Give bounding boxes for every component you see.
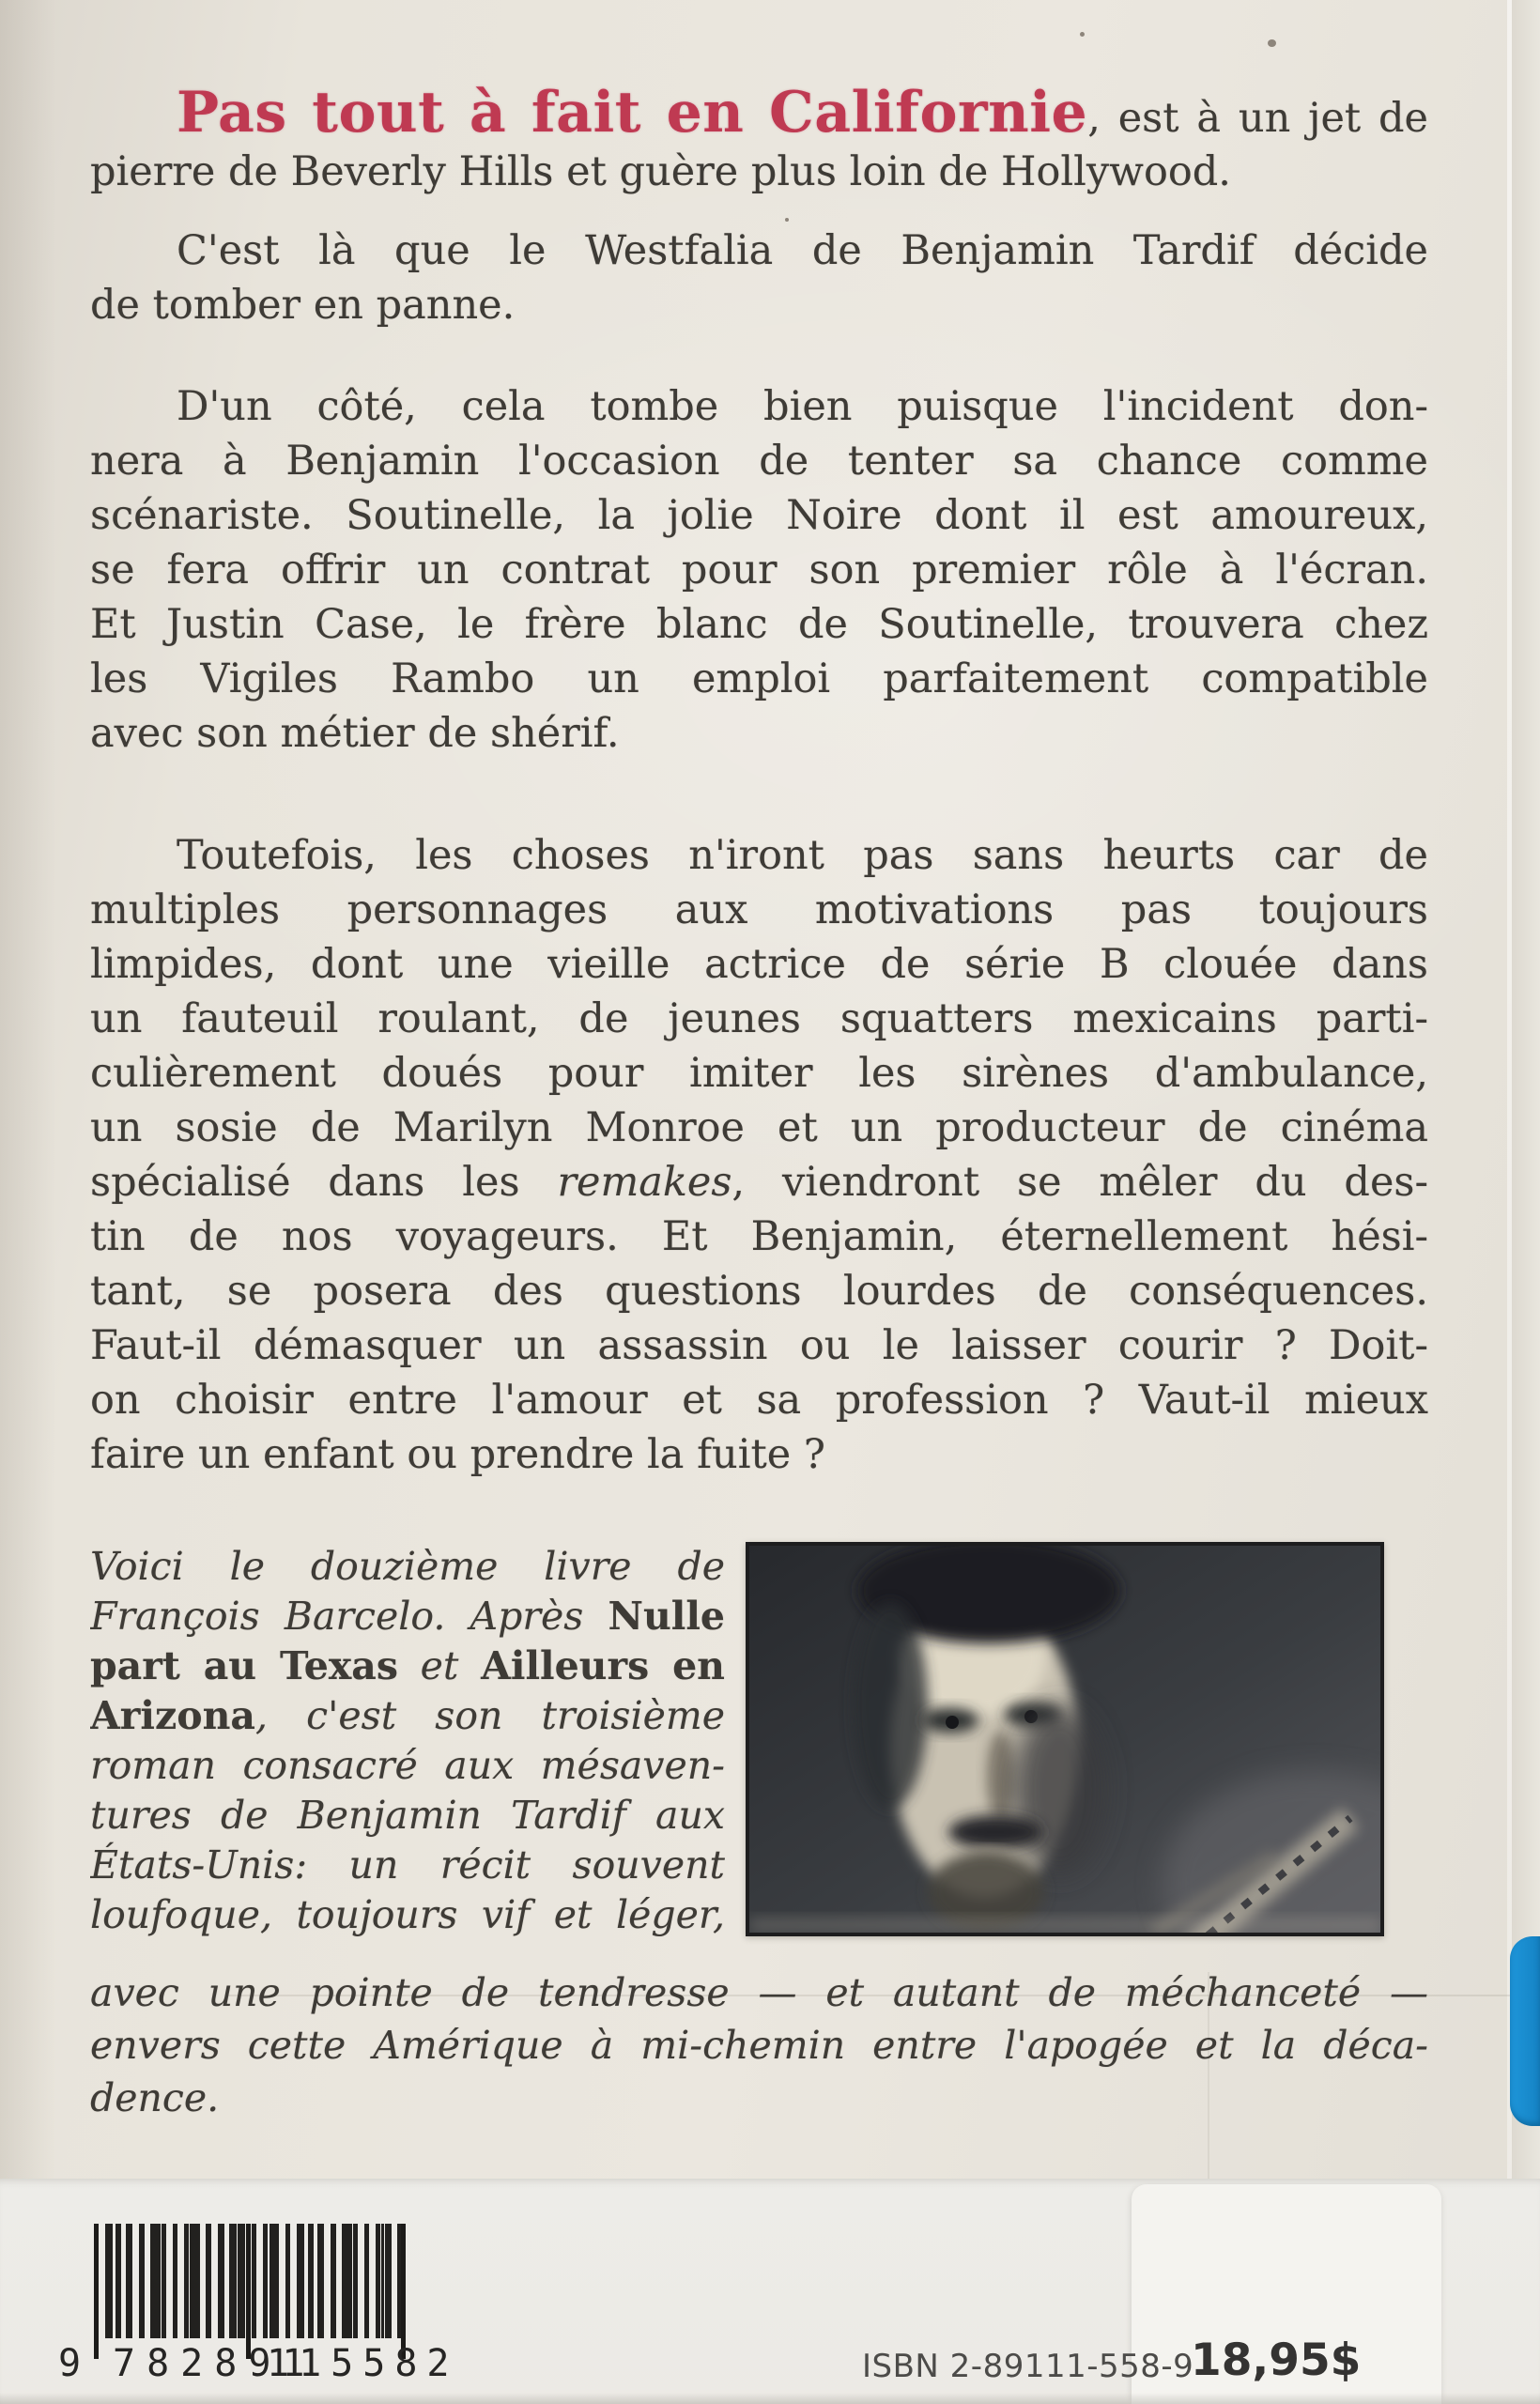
text-line [90,1318,1428,1373]
author-portrait-photo [746,1542,1384,1936]
text-line [90,145,1428,199]
text-segment: Pas tout à fait en Californie [177,83,1088,145]
footer-strip [0,2179,1540,2404]
text-line [90,1791,725,1841]
barcode-guard-bar [246,2224,251,2359]
text-segment: faire un enfant ou prendre la fuite ? [90,1431,825,1478]
text-line [90,1691,725,1741]
text-line [90,1155,1428,1210]
bottom-edge-shadow [0,2393,1540,2404]
text-segment: D'un côté, cela tombe bien puisque l'incident don- [177,383,1428,430]
text-line [90,1373,1428,1427]
barcode-guard-bar [94,2224,99,2359]
text-line [90,1427,1428,1482]
text-segment: un sosie de Marilyn Monroe et un producteur de cinéma [90,1104,1428,1151]
text-segment: les Vigiles Rambo un emploi parfaitement compatible [90,655,1428,702]
barcode-digit-group-1: 782891 [113,2342,316,2385]
text-segment: , viendront se mêler du des- [732,1159,1428,1206]
text-segment: dence. [90,2075,220,2120]
text-line [90,278,1428,332]
text-line [90,434,1428,488]
text-line [90,937,1428,992]
text-line [90,1046,1428,1101]
text-segment: tant, se posera des questions lourdes de conséquences. [90,1268,1428,1315]
text-line [90,1542,725,1592]
paragraph-opportunity [90,379,1428,761]
text-line [90,992,1428,1046]
text-segment: se fera offrir un contrat pour son premier rôle à l'écran. [90,547,1428,593]
paragraph-complications [90,828,1428,1482]
text-segment: et [397,1643,482,1688]
blue-library-tab [1510,1936,1540,2126]
text-line [90,1966,1428,2019]
paper-speck [1268,39,1276,47]
price-label: 18,95$ [1191,2335,1362,2386]
bio-text-column [90,1542,725,1940]
text-segment: un fauteuil roulant, de jeunes squatters mexicains parti- [90,995,1428,1042]
text-line [90,883,1428,937]
synopsis-paragraphs [90,83,1428,1482]
text-segment: Arizona [90,1693,255,1738]
text-segment: limpides, dont une vieille actrice de série B clouée dans [90,941,1428,988]
text-segment: spécialisé dans les [90,1159,558,1206]
text-line [90,1210,1428,1264]
barcode-digit-group-2: 115582 [267,2342,459,2385]
text-segment: tures de Benjamin Tardif aux [90,1793,725,1838]
bio-full-width-lines [90,1966,1428,2124]
synopsis [90,83,1428,2124]
text-segment: part au Texas [90,1643,398,1688]
text-segment: remakes [557,1159,732,1206]
text-segment: scénariste. Soutinelle, la jolie Noire dont il est amoureux, [90,492,1428,539]
text-segment: , est à un jet de [1087,95,1428,142]
text-segment: on choisir entre l'amour et sa profession ? Vaut-il mieux [90,1377,1428,1424]
paper-left-shadow [0,0,56,2404]
text-line [90,1264,1428,1318]
text-segment: États-Unis: un récit souvent [90,1842,725,1888]
bio-row [90,1542,1428,1940]
text-segment: Ailleurs en [481,1643,725,1688]
text-segment: pierre de Beverly Hills et guère plus loin de Hollywood. [90,148,1231,195]
paragraph-intro [90,83,1428,199]
paragraph-westfalia [90,223,1428,332]
text-segment: envers cette Amérique à mi-chemin entre l'apogée et la déca- [90,2023,1428,2068]
text-segment: Toutefois, les choses n'iront pas sans heurts car de [177,832,1428,879]
paper-speck [1080,32,1085,37]
text-segment: C'est là que le Westfalia de Benjamin Tardif décide [177,227,1428,274]
text-segment: , c'est son troisième [255,1693,725,1738]
text-segment: Faut-il démasquer un assassin ou le laisser courir ? Doit- [90,1322,1428,1369]
text-segment: avec une pointe de tendresse — et autant de méchanceté — [90,1970,1428,2015]
text-line [90,83,1428,145]
text-line [90,1592,725,1641]
text-segment: multiples personnages aux motivations pas toujours [90,886,1428,933]
text-line [90,597,1428,652]
text-segment: culièrement doués pour imiter les sirènes d'ambulance, [90,1050,1428,1097]
text-segment: tin de nos voyageurs. Et Benjamin, éternellement hési- [90,1213,1428,1260]
text-segment: de tomber en panne. [90,282,516,329]
text-line [90,706,1428,761]
text-segment: nera à Benjamin l'occasion de tenter sa chance comme [90,438,1428,485]
text-segment: avec son métier de shérif. [90,710,620,757]
text-line [90,1890,725,1940]
text-segment: Et Justin Case, le frère blanc de Soutinelle, trouvera chez [90,601,1428,648]
text-segment: roman consacré aux mésaven- [90,1743,725,1788]
text-segment: loufoque, toujours vif et léger, [90,1892,725,1937]
text-line [90,1841,725,1890]
text-segment: François Barcelo. Après [90,1594,608,1639]
text-segment: Voici le douzième livre de [90,1544,725,1589]
text-line [90,1741,725,1791]
text-line [90,379,1428,434]
text-line [90,652,1428,706]
text-line [90,828,1428,883]
barcode-lead-digit: 9 [58,2342,82,2385]
text-line [90,488,1428,543]
text-line [90,2019,1428,2072]
text-line [90,2072,1428,2124]
text-line [90,223,1428,278]
author-portrait-illustration [749,1546,1380,1933]
text-segment: Nulle [608,1594,725,1639]
barcode [58,2224,459,2393]
barcode-guard-bar [401,2224,406,2359]
isbn-label: ISBN 2-89111-558-9 [862,2348,1194,2385]
text-line [90,1641,725,1691]
text-line [90,1101,1428,1155]
author-bio-section [90,1542,1428,2124]
text-line [90,543,1428,597]
